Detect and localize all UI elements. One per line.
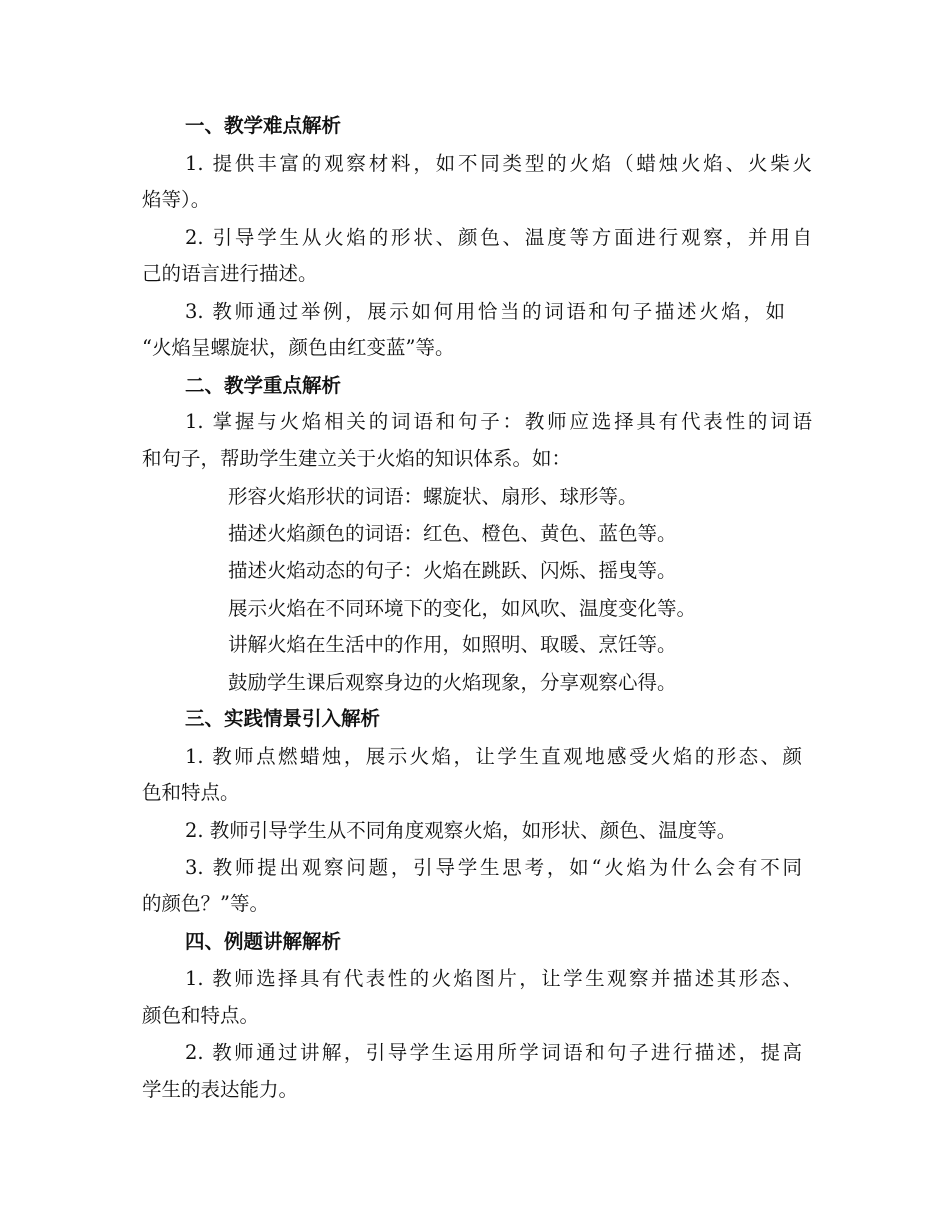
section-3-heading: 三、实践情景引入解析 — [185, 707, 381, 730]
section-2-subline-6: 鼓励学生课后观察身边的火焰现象，分享观察心得。 — [228, 671, 677, 694]
section-1-heading: 一、教学难点解析 — [185, 114, 342, 137]
section-4-item-2-line-1: 2. 教师通过讲解，引导学生运用所学词语和句子进行描述，提高 — [185, 1041, 802, 1064]
section-2-subline-2: 描述火焰颜色的词语：红色、橙色、黄色、蓝色等。 — [228, 522, 677, 545]
section-3-item-1-line-1: 1. 教师点燃蜡烛，展示火焰，让学生直观地感受火焰的形态、颜 — [185, 745, 802, 768]
section-3-item-2-line-1: 2. 教师引导学生从不同角度观察火焰，如形状、颜色、温度等。 — [185, 819, 737, 842]
section-3-item-3-line-2: 的颜色？”等。 — [142, 892, 269, 915]
section-2-subline-1: 形容火焰形状的词语：螺旋状、扇形、球形等。 — [228, 485, 638, 508]
section-2-item-1-line-1: 1. 掌握与火焰相关的词语和句子：教师应选择具有代表性的词语 — [185, 410, 812, 433]
section-4-item-2-line-2: 学生的表达能力。 — [142, 1078, 299, 1101]
section-4-item-1-line-2: 颜色和特点。 — [142, 1004, 260, 1027]
section-1-item-2-line-1: 2. 引导学生从火焰的形状、颜色、温度等方面进行观察，并用自 — [185, 226, 812, 249]
section-3-item-3-line-1: 3. 教师提出观察问题，引导学生思考，如“火焰为什么会有不同 — [185, 856, 802, 879]
section-2-subline-4: 展示火焰在不同环境下的变化，如风吹、温度变化等。 — [228, 597, 697, 620]
section-2-item-1-line-2: 和句子，帮助学生建立关于火焰的知识体系。如： — [142, 447, 572, 470]
section-1-item-3-line-2: “火焰呈螺旋状，颜色由红变蓝”等。 — [142, 336, 455, 359]
section-4-heading: 四、例题讲解解析 — [185, 930, 342, 953]
section-3-item-1-line-2: 色和特点。 — [142, 781, 240, 804]
section-2-subline-3: 描述火焰动态的句子：火焰在跳跃、闪烁、摇曳等。 — [228, 559, 677, 582]
section-2-heading: 二、教学重点解析 — [185, 374, 342, 397]
section-1-item-1-line-2: 焰等）。 — [142, 188, 211, 211]
section-4-item-1-line-1: 1. 教师选择具有代表性的火焰图片，让学生观察并描述其形态、 — [185, 967, 802, 990]
section-2-subline-5: 讲解火焰在生活中的作用，如照明、取暖、烹饪等。 — [228, 633, 677, 656]
section-1-item-1-line-1: 1. 提供丰富的观察材料，如不同类型的火焰（蜡烛火焰、火柴火 — [185, 152, 812, 175]
section-1-item-2-line-2: 己的语言进行描述。 — [142, 262, 318, 285]
section-1-item-3-line-1: 3. 教师通过举例，展示如何用恰当的词语和句子描述火焰，如 — [185, 300, 785, 323]
